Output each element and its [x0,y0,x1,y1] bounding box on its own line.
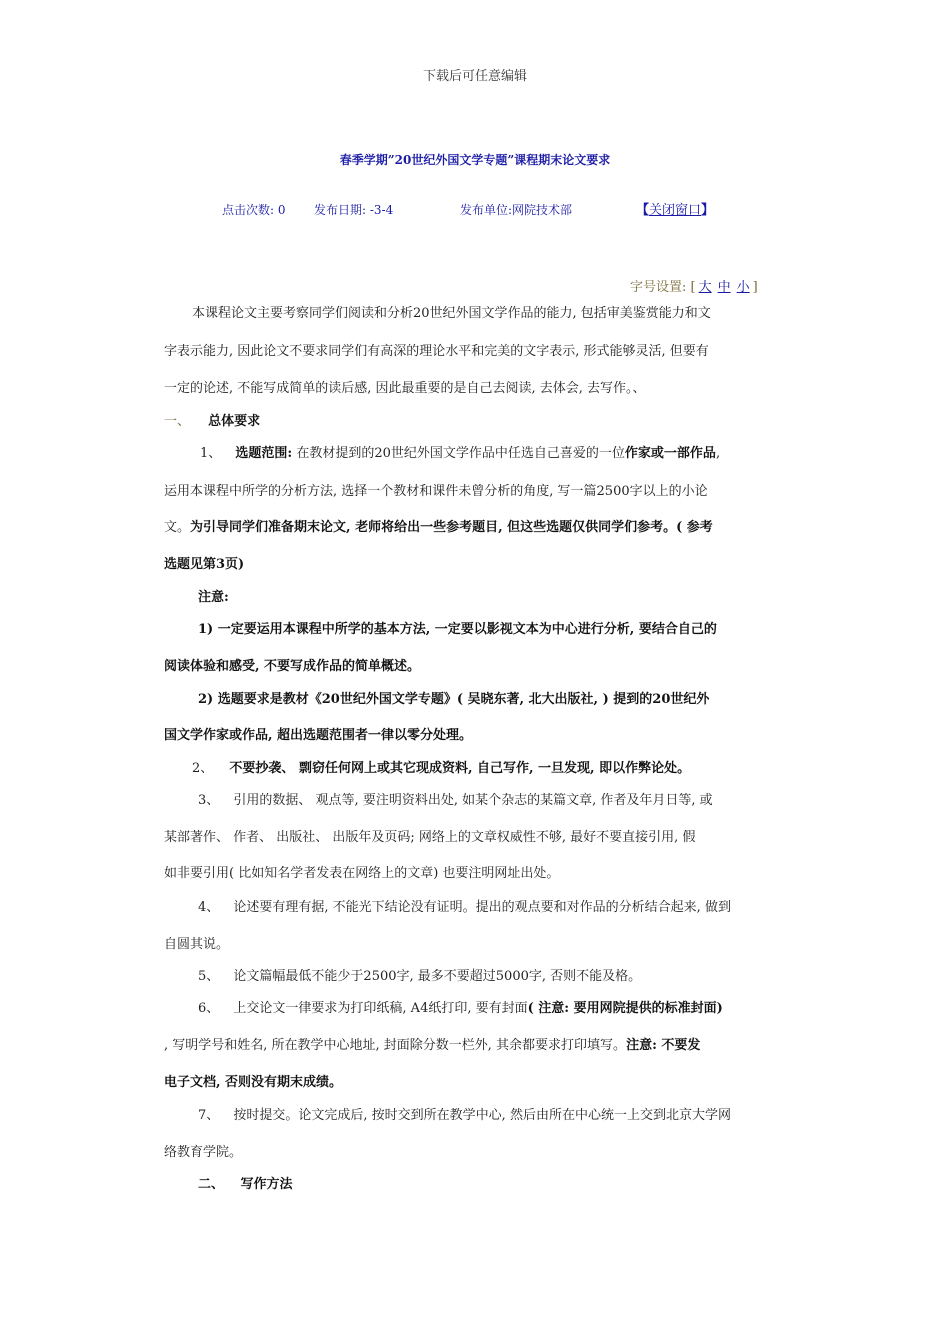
font-size-small-link[interactable]: 小 [736,280,750,295]
section-2-number: 二、 [198,1177,225,1192]
item-6-line-3: 电子文档, 否则没有期末成绩。 [164,1075,343,1090]
item-6-number: 6、 [198,1001,220,1016]
item-7-line-2: 络教育学院。 [164,1145,243,1160]
item-6-bold: ( 注意: 要用网院提供的标准封面) [527,1001,723,1016]
section-2-title: 写作方法 [240,1177,293,1192]
item-1-label: 选题范围: [235,446,293,461]
close-bracket-open: 【 [636,203,650,218]
item-2-text: 不要抄袭、 剽窃任何网上或其它现成资料, 自己写作, 一旦发现, 即以作弊论处。 [229,761,691,776]
item-1-text: 在教材提到的20世纪外国文学作品中任选自己喜爱的一位 [292,446,625,461]
close-window-control [636,199,714,218]
click-count: 点击次数: 0 [222,203,286,217]
item-1-line-1 [200,442,720,461]
item-6-text: 上交论文一律要求为打印纸稿, A4纸打印, 要有封面 [233,1001,528,1016]
intro-line-2: 字表示能力, 因此论文不要求同学们有高深的理论水平和完美的文字表示, 形式能够灵活, 但要有 [164,344,709,359]
item-6-line-2-text: , 写明学号和姓名, 所在教学中心地址, 封面除分数一栏外, 其余都要求打印填写。 [164,1038,627,1053]
section-1-title: 总体要求 [208,414,261,429]
publish-date: 发布日期: -3-4 [314,203,394,217]
item-2 [192,757,690,776]
close-bracket-close: 】 [701,203,715,218]
item-4-line-1 [198,896,731,915]
section-1-heading [164,410,260,429]
font-size-end: ] [752,280,758,295]
item-7-line-1 [198,1104,731,1123]
item-5-number: 5、 [198,969,220,984]
item-4-text: 论述要有理有据, 不能光下结论没有证明。提出的观点要和对作品的分析结合起来, 做到 [233,900,731,915]
item-2-number: 2、 [192,761,214,776]
item-3-number: 3、 [198,793,220,808]
item-3-line-3: 如非要引用( 比如知名学者发表在网络上的文章) 也要注明网址出处。 [164,866,560,881]
item-1-line-2: 运用本课程中所学的分析方法, 选择一个教材和课件未曾分析的角度, 写一篇2500字以上的小论 [164,484,708,499]
item-1-line-4: 选题见第3页) [164,557,245,572]
item-1-number: 1、 [200,446,222,461]
section-1-number: 一、 [164,414,191,429]
publish-unit: 发布单位:网院技术部 [460,203,573,217]
item-1-line-3-text: 文。 [164,520,191,535]
font-size-label: 字号设置: [ [630,280,696,295]
note-1-line-1: 1) 一定要运用本课程中所学的基本方法, 一定要以影视文本为中心进行分析, 要结合自己的 [198,622,717,637]
item-7-number: 7、 [198,1108,220,1123]
font-size-medium-link[interactable]: 中 [717,280,731,295]
item-4-number: 4、 [198,900,220,915]
item-1-bold: 作家或一部作品 [624,446,716,461]
note-2-line-1: 2) 选题要求是教材《20世纪外国文学专题》( 吴晓东著, 北大出版社, ) 提到的20世纪外 [198,692,710,707]
item-4-line-2: 自圆其说。 [164,937,230,952]
note-2-line-2: 国文学作家或作品, 超出选题范围者一律以零分处理。 [164,728,473,743]
item-3-line-2: 某部著作、 作者、 出版社、 出版年及页码; 网络上的文章权威性不够, 最好不要直接引用, 假 [164,830,696,845]
item-1-comma: , [715,446,721,461]
item-1-line-3 [164,516,713,535]
section-2-heading [198,1173,293,1192]
intro-line-1: 本课程论文主要考察同学们阅读和分析20世纪外国文学作品的能力, 包括审美鉴赏能力和文 [192,306,711,321]
item-5 [198,965,641,984]
item-6-line-2 [164,1034,700,1053]
intro-line-3: 一定的论述, 不能写成简单的读后感, 因此最重要的是自己去阅读, 去体会, 去写作。、 [164,381,646,396]
note-1-line-2: 阅读体验和感受, 不要写成作品的简单概述。 [164,659,421,674]
font-size-setting [630,276,758,295]
item-3-text: 引用的数据、 观点等, 要注明资料出处, 如某个杂志的某篇文章, 作者及年月日等, 或 [233,793,713,808]
item-6-line-1 [198,997,723,1016]
item-1-line-3-bold: 为引导同学们准备期末论文, 老师将给出一些参考题目, 但这些选题仅供同学们参考。( 参考 [190,520,713,535]
page-title: 春季学期”20世纪外国文学专题”课程期末论文要求 [339,153,611,167]
item-3-line-1 [198,789,713,808]
item-5-text: 论文篇幅最低不能少于2500字, 最多不要超过5000字, 否则不能及格。 [233,969,642,984]
note-label: 注意: [198,590,229,605]
font-size-large-link[interactable]: 大 [698,280,712,295]
item-6-line-2-bold: 注意: 不要发 [626,1038,701,1053]
close-window-link[interactable]: 关闭窗口 [649,203,702,218]
header-note: 下载后可任意编辑 [422,69,527,84]
item-7-text: 按时提交。论文完成后, 按时交到所在教学中心, 然后由所在中心统一上交到北京大学网 [233,1108,731,1123]
